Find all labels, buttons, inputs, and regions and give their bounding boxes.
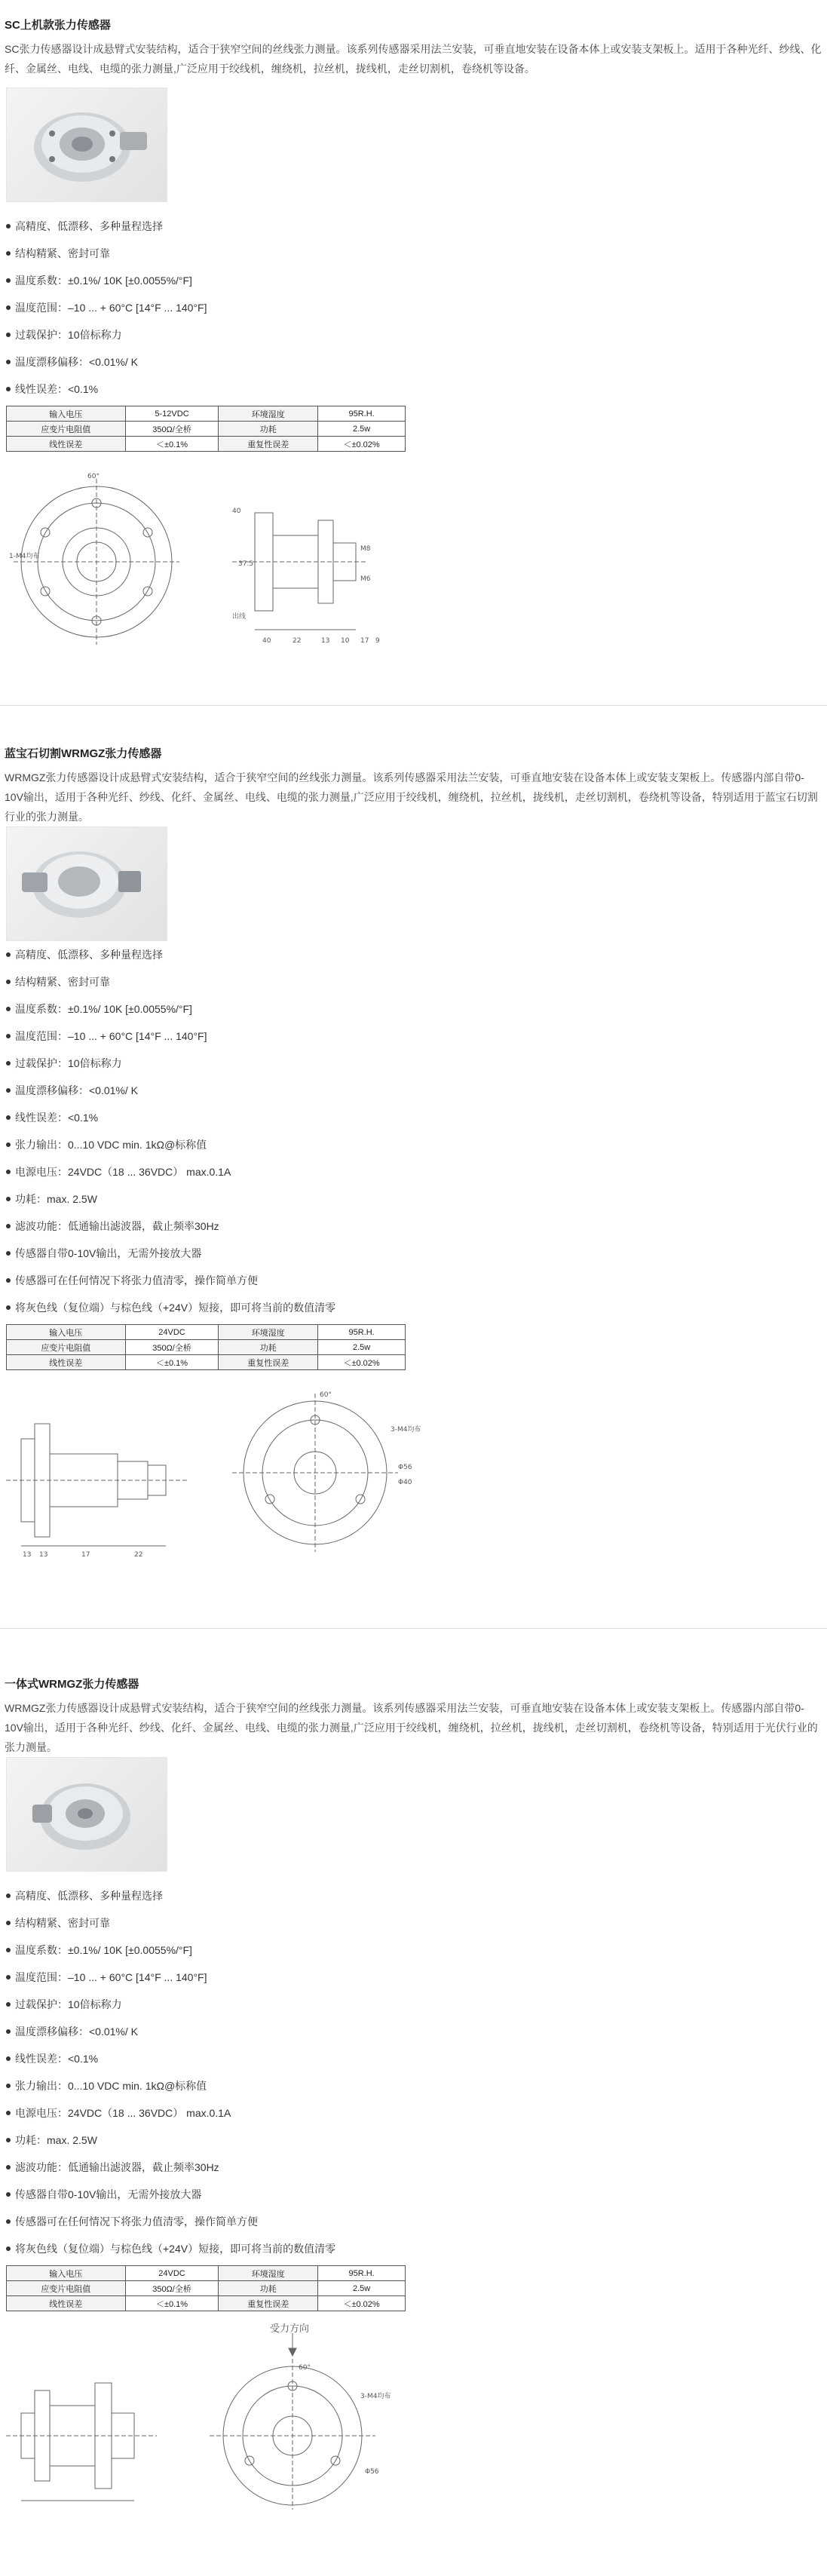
drawing-label: 60° (320, 1391, 332, 1399)
list-item: 功耗：max. 2.5W (5, 1185, 335, 1213)
table-cell: 环境湿度 (219, 2266, 318, 2281)
section-divider (0, 705, 827, 706)
product-photo (6, 87, 167, 202)
list-item: 将灰色线（复位端）与棕色线（+24V）短接，即可将当前的数值清零 (5, 2235, 335, 2262)
technical-drawing (6, 2323, 458, 2511)
section-title: SC上机款张力传感器 (5, 19, 111, 32)
table-cell: 350Ω/全桥 (125, 2281, 219, 2296)
spec-table (6, 2265, 406, 2311)
list-item: 温度系数：±0.1%/ 10K [±0.0055%/°F] (5, 267, 207, 294)
list-item: 过载保护：10倍标称力 (5, 321, 207, 348)
list-item: 温度系数：±0.1%/ 10K [±0.0055%/°F] (5, 995, 335, 1023)
table-cell: ＜±0.02% (318, 2296, 406, 2311)
table-cell: 应变片电阻值 (7, 422, 126, 437)
list-item: 滤波功能：低通输出滤波器，截止频率30Hz (5, 1213, 335, 1240)
list-item: 张力输出：0...10 VDC min. 1kΩ@标称值 (5, 2072, 335, 2099)
drawing-label: 60° (87, 473, 100, 480)
table-cell: ＜±0.1% (125, 437, 219, 452)
product-photo (6, 826, 167, 941)
table-cell: 应变片电阻值 (7, 1340, 126, 1355)
list-item: 将灰色线（复位端）与棕色线（+24V）短接，即可将当前的数值清零 (5, 1294, 335, 1321)
drawing-label: 9 (375, 637, 380, 645)
list-item: 过载保护：10倍标称力 (5, 1991, 335, 2018)
list-item: 温度范围：–10 ... + 60°C [14°F ... 140°F] (5, 1023, 335, 1050)
table-row (7, 2266, 406, 2281)
drawing-label: 37.5 (238, 560, 254, 568)
drawing-label: 出线 (232, 613, 247, 621)
table-cell: 输入电压 (7, 1325, 126, 1340)
feature-list (5, 941, 335, 1321)
table-cell: 线性误差 (7, 437, 126, 452)
list-item: 传感器可在任何情况下将张力值清零，操作简单方便 (5, 2208, 335, 2235)
table-cell: 2.5w (318, 1340, 406, 1355)
drawing-label: Φ56 (365, 2468, 379, 2476)
list-item: 线性误差：<0.1% (5, 1104, 335, 1131)
drawing-label: M6 (360, 575, 371, 583)
table-cell: 2.5w (318, 422, 406, 437)
spec-table (6, 406, 406, 452)
table-row (7, 1355, 406, 1370)
section-title: 一体式WRMGZ张力传感器 (5, 1678, 139, 1691)
table-cell: 线性误差 (7, 2296, 126, 2311)
table-cell: ＜±0.1% (125, 2296, 219, 2311)
section-description: WRMGZ张力传感器设计成悬臂式安装结构，适合于狭窄空间的丝线张力测量。该系列传感器采用法兰安装，可垂直地安装在设备本体上或安装支架板上。传感器内部自带0-10V输出，适用于各种光纤、纱线、化纤、金属丝、电线、电缆的张力测量,广泛应用于绞线机，缠绕机，拉丝机，拢线机，走丝切割机，卷绕机等设备，特别适用于光伏行业的张力测量。 (5, 1702, 818, 1753)
list-item: 温度范围：–10 ... + 60°C [14°F ... 140°F] (5, 1964, 335, 1991)
table-row (7, 1325, 406, 1340)
drawing-label: 60° (299, 2364, 311, 2372)
table-cell: ＜±0.02% (318, 437, 406, 452)
list-item: 张力输出：0...10 VDC min. 1kΩ@标称值 (5, 1131, 335, 1158)
table-cell: ＜±0.1% (125, 1355, 219, 1370)
list-item: 高精度、低漂移、多种量程选择 (5, 941, 335, 968)
list-item: 高精度、低漂移、多种量程选择 (5, 1882, 335, 1909)
technical-drawing (6, 468, 428, 656)
list-item: 线性误差：<0.1% (5, 2045, 335, 2072)
list-item: 温度系数：±0.1%/ 10K [±0.0055%/°F] (5, 1937, 335, 1964)
table-row (7, 422, 406, 437)
drawing-label: 13 (321, 637, 330, 645)
table-cell: 重复性误差 (219, 1355, 318, 1370)
table-row (7, 406, 406, 422)
table-cell: 功耗 (219, 1340, 318, 1355)
list-item: 传感器可在任何情况下将张力值清零，操作简单方便 (5, 1267, 335, 1294)
drawing-label: 17 (360, 637, 369, 645)
drawing-label: 3-M4均布 (360, 2393, 391, 2400)
list-item: 温度漂移偏移：<0.01%/ K (5, 2018, 335, 2045)
drawing-label: 13 (23, 1551, 32, 1559)
list-item: 温度漂移偏移：<0.01%/ K (5, 348, 207, 376)
section-description: SC张力传感器设计成悬臂式安装结构，适合于狭窄空间的丝线张力测量。该系列传感器采用法兰安装，可垂直地安装在设备本体上或安装支架板上。适用于各种光纤、纱线、化纤、金属丝、电线、电缆的张力测量,广泛应用于绞线机，缠绕机，拉丝机，拢线机，走丝切割机，卷绕机等设备。 (5, 43, 822, 75)
drawing-label: 受力方向 (270, 2323, 310, 2335)
list-item: 结构精紧、密封可靠 (5, 1909, 335, 1937)
drawing-label: 13 (39, 1551, 48, 1559)
table-cell: 输入电压 (7, 406, 126, 422)
drawing-label: M8 (360, 545, 371, 553)
table-cell: 95R.H. (318, 406, 406, 422)
list-item: 电源电压：24VDC（18 ... 36VDC） max.0.1A (5, 2099, 335, 2127)
section-description: WRMGZ张力传感器设计成悬臂式安装结构，适合于狭窄空间的丝线张力测量。该系列传感器采用法兰安装，可垂直地安装在设备本体上或安装支架板上。传感器内部自带0-10V输出，适用于各种光纤、纱线、化纤、金属丝、电线、电缆的张力测量,广泛应用于绞线机，缠绕机，拉丝机，拢线机，走丝切割机，卷绕机等设备，特别适用于蓝宝石切割行业的张力测量。 (5, 771, 818, 823)
table-cell: 5-12VDC (125, 406, 219, 422)
drawing-label: Φ40 (398, 1479, 412, 1486)
feature-list (5, 213, 207, 403)
drawing-label: 40 (262, 637, 271, 645)
list-item: 线性误差：<0.1% (5, 376, 207, 403)
table-cell: 24VDC (125, 1325, 219, 1340)
table-cell: 2.5w (318, 2281, 406, 2296)
section-divider (0, 1628, 827, 1629)
drawing-label: 1-M4均布 (9, 553, 40, 560)
list-item: 温度范围：–10 ... + 60°C [14°F ... 140°F] (5, 294, 207, 321)
list-item: 过载保护：10倍标称力 (5, 1050, 335, 1077)
table-cell: 24VDC (125, 2266, 219, 2281)
product-photo (6, 1757, 167, 1872)
table-cell: 95R.H. (318, 2266, 406, 2281)
table-cell: 功耗 (219, 2281, 318, 2296)
table-cell: 350Ω/全桥 (125, 422, 219, 437)
technical-drawing (6, 1386, 458, 1559)
list-item: 传感器自带0-10V输出，无需外接放大器 (5, 1240, 335, 1267)
table-cell: ＜±0.02% (318, 1355, 406, 1370)
table-row (7, 437, 406, 452)
table-cell: 重复性误差 (219, 437, 318, 452)
table-cell: 应变片电阻值 (7, 2281, 126, 2296)
table-cell: 95R.H. (318, 1325, 406, 1340)
drawing-label: 40 (232, 508, 241, 515)
list-item: 滤波功能：低通输出滤波器，截止频率30Hz (5, 2154, 335, 2181)
drawing-label: 10 (341, 637, 350, 645)
table-row (7, 2281, 406, 2296)
table-cell: 350Ω/全桥 (125, 1340, 219, 1355)
list-item: 电源电压：24VDC（18 ... 36VDC） max.0.1A (5, 1158, 335, 1185)
table-cell: 功耗 (219, 422, 318, 437)
list-item: 结构精紧、密封可靠 (5, 240, 207, 267)
table-cell: 线性误差 (7, 1355, 126, 1370)
drawing-label: 3-M4均布 (391, 1426, 421, 1434)
spec-table (6, 1324, 406, 1370)
drawing-label: 22 (134, 1551, 143, 1559)
table-cell: 重复性误差 (219, 2296, 318, 2311)
table-cell: 环境湿度 (219, 406, 318, 422)
drawing-label: Φ56 (398, 1464, 412, 1471)
list-item: 结构精紧、密封可靠 (5, 968, 335, 995)
table-row (7, 2296, 406, 2311)
table-row (7, 1340, 406, 1355)
drawing-label: 17 (81, 1551, 90, 1559)
list-item: 传感器自带0-10V输出，无需外接放大器 (5, 2181, 335, 2208)
list-item: 功耗：max. 2.5W (5, 2127, 335, 2154)
drawing-label: 22 (293, 637, 302, 645)
table-cell: 环境湿度 (219, 1325, 318, 1340)
list-item: 高精度、低漂移、多种量程选择 (5, 213, 207, 240)
table-cell: 输入电压 (7, 2266, 126, 2281)
list-item: 温度漂移偏移：<0.01%/ K (5, 1077, 335, 1104)
feature-list (5, 1882, 335, 2262)
section-title: 蓝宝石切割WRMGZ张力传感器 (5, 747, 162, 760)
